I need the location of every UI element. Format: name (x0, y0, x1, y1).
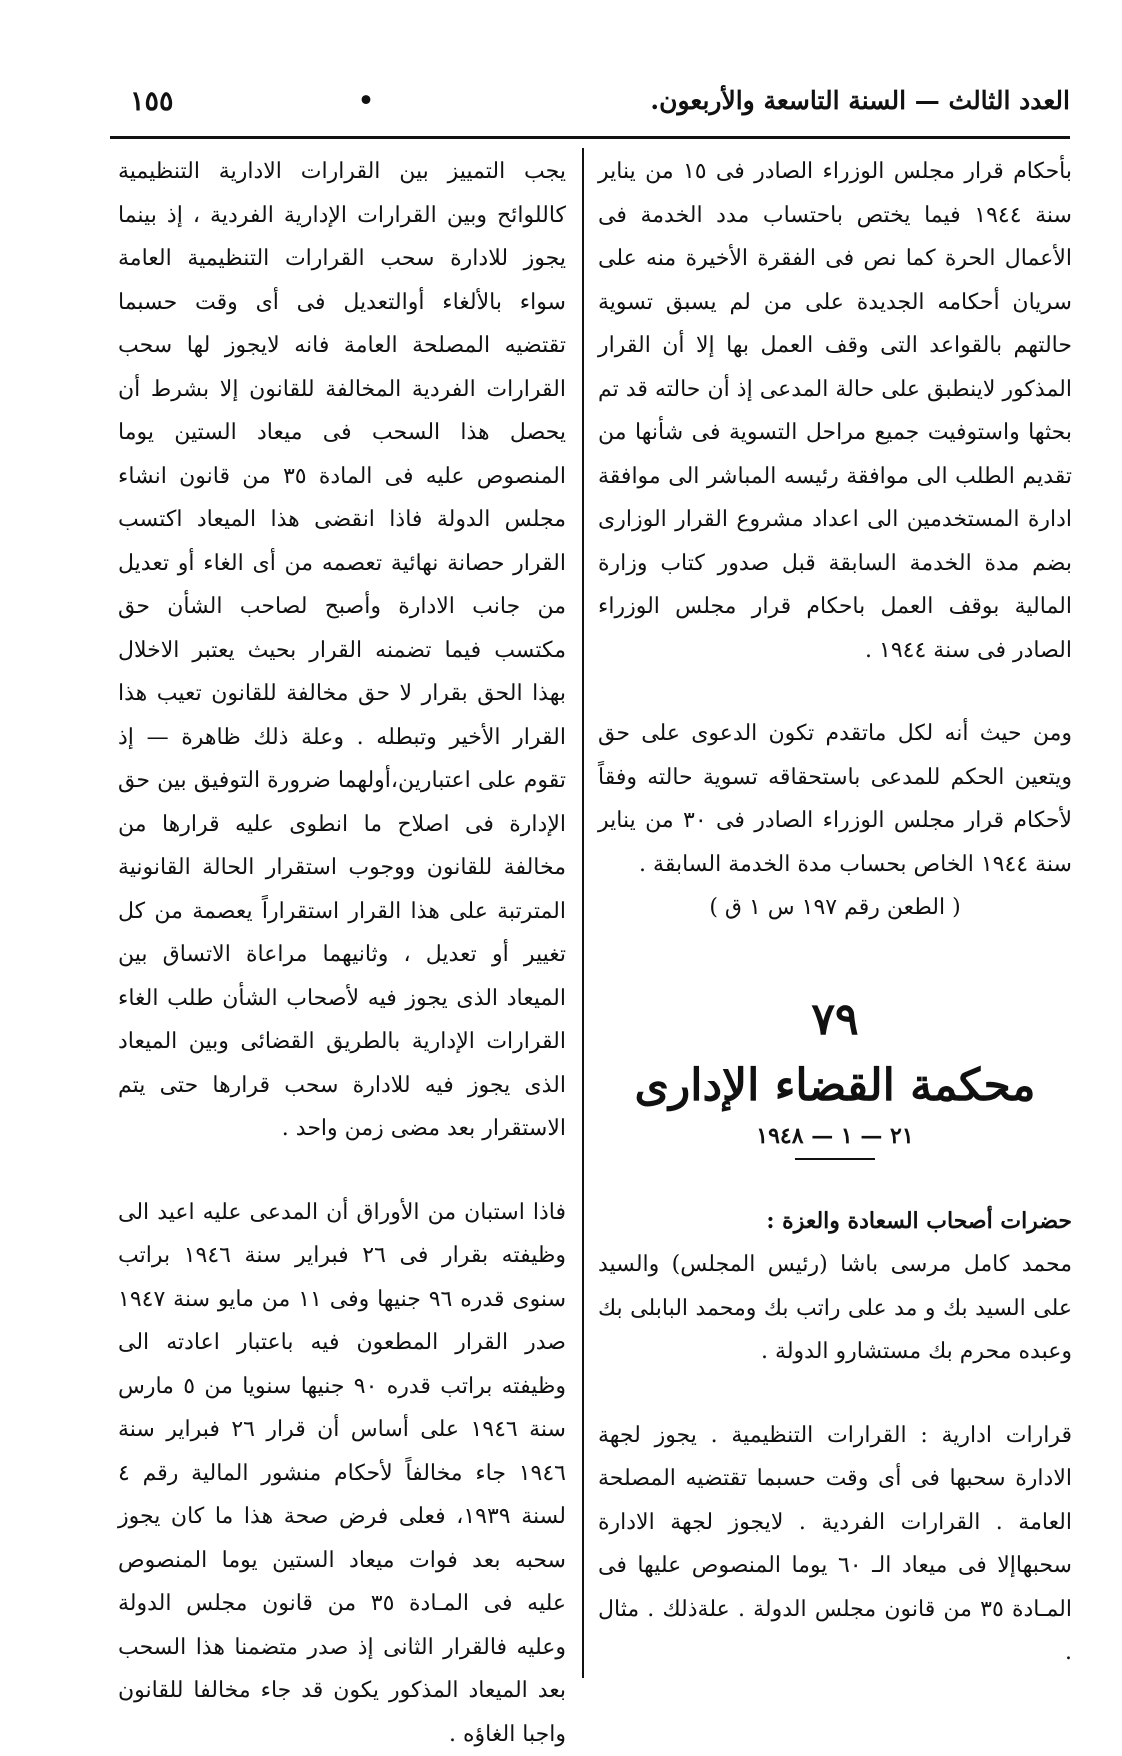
page-number: ١٥٥ (130, 86, 174, 117)
column-divider (582, 148, 584, 1678)
header-rule (110, 136, 1070, 139)
running-title: العدد الثالث — السنة التاسعة والأربعون. (650, 86, 1070, 115)
case-number: ٧٩ (598, 990, 1072, 1050)
header-dot: • (358, 86, 374, 115)
judgment-date: ٢١ — ١ — ١٩٤٨ (598, 1116, 1072, 1156)
appeal-citation: ( الطعن رقم ١٩٧ س ١ ق ) (598, 886, 1072, 930)
right-paragraph-2: ومن حيث أنه لكل ماتقدم تكون الدعوى على حق ويتعين الحكم للمدعى باستحقاقه تسوية حالته وفقاً لأحكام قرار مجلس الوزراء الصادر فى ٣٠ من يناير سنة ١٩٤٤ الخاص بحساب مدة الخدمة السابقة . (598, 712, 1072, 886)
right-paragraph-1: بأحكام قرار مجلس الوزراء الصادر فى ١٥ من يناير سنة ١٩٤٤ فيما يختص باحتساب مدد الخدمة فى الأعمال الحرة كما نص فى الفقرة الأخيرة منه على سريان أحكامه الجديدة على من لم يسبق تسوية حالتهم بالقواعد التى وقف العمل بها إلا أن القرار المذكور لاينطبق على حالة المدعى إذ أن حالته قد تم بحثها واستوفيت جميع مراحل التسوية فى شأنها من تقديم الطلب الى موافقة رئيسه المباشر الى موافقة ادارة المستخدمين الى اعداد مشروع القرار الوزارى بضم مدة الخدمة السابقة قبل صدور كتاب وزارة المالية بوقف العمل باحكام قرار مجلس الوزراء الصادر فى سنة ١٩٤٤ . (598, 150, 1072, 672)
left-column (118, 150, 566, 1756)
page-header (110, 86, 1070, 126)
bench-names: محمد كامل مرسى باشا (رئيس المجلس) والسيد على السيد بك و مد على راتب بك ومحمد البابلى بك وعبده محرم بك مستشارو الدولة . (598, 1243, 1072, 1374)
right-column (598, 150, 1072, 1675)
bench-intro: حضرات أصحاب السعادة والعزة : (598, 1200, 1072, 1244)
headnote: قرارات ادارية : القرارات التنظيمية . يجوز لجهة الادارة سحبها فى أى وقت حسبما تقتضيه المصلحة العامة . القرارات الفردية . لايجوز لجهة الادارة سحبهاإلا فى ميعاد الـ ٦٠ يوما المنصوص عليها فى المـادة ٣٥ من قانون مجلس الدولة . علةذلك . مثال . (598, 1414, 1072, 1675)
left-paragraph-2: فاذا استبان من الأوراق أن المدعى عليه اعيد الى وظيفته بقرار فى ٢٦ فبراير سنة ١٩٤٦ براتب سنوى قدره ٩٦ جنيها وفى ١١ من مايو سنة ١٩٤٧ صدر القرار المطعون فيه باعتبار اعادته الى وظيفته براتب قدره ٩٠ جنيها سنويا من ٥ مارس سنة ١٩٤٦ على أساس أن قرار ٢٦ فبراير سنة ١٩٤٦ جاء مخالفاً لأحكام منشور المالية رقم ٤ لسنة ١٩٣٩، فعلى فرض صحة هذا ما كان يجوز سحبه بعد فوات ميعاد الستين يوما المنصوص عليه فى المـادة ٣٥ من قانون مجلس الدولة وعليه فالقرار الثانى إذ صدر متضمنا هذا السحب بعد الميعاد المذكور يكون قد جاء مخالفا للقانون واجبا الغاؤه . (118, 1191, 566, 1756)
court-title: محكمة القضاء الإدارى (598, 1056, 1072, 1116)
left-paragraph-1: يجب التمييز بين القرارات الادارية التنظيمية كاللوائح وبين القرارات الإدارية الفردية ، إذ بينما يجوز للادارة سحب القرارات التنظيمية العامة سواء بالألغاء أوالتعديل فى أى وقت حسبما تقتضيه المصلحة العامة فانه لايجوز لها سحب القرارات الفردية المخالفة للقانون إلا بشرط أن يحصل هذا السحب فى ميعاد الستين يوما المنصوص عليه فى المادة ٣٥ من قانون انشاء مجلس الدولة فاذا انقضى هذا الميعاد اكتسب القرار حصانة نهائية تعصمه من أى الغاء أو تعديل من جانب الادارة وأصبح لصاحب الشأن حق مكتسب فيما تضمنه القرار بحيث يعتبر الاخلال بهذا الحق بقرار لا حق مخالفة للقانون تعيب هذا القرار الأخير وتبطله . وعلة ذلك ظاهرة — إذ تقوم على اعتبارين،أولهما ضرورة التوفيق بين حق الإدارة فى اصلاح ما انطوى عليه قرارها من مخالفة للقانون ووجوب استقرار الحالة القانونية المترتبة على هذا القرار استقراراً يعصمة من كل تغيير أو تعديل ، وثانيهما مراعاة الاتساق بين الميعاد الذى يجوز فيه لأصحاب الشأن طلب الغاء القرارات الإدارية بالطريق القضائى وبين الميعاد الذى يجوز فيه للادارة سحب قرارها حتى يتم الاستقرار بعد مضى زمن واحد . (118, 150, 566, 1151)
